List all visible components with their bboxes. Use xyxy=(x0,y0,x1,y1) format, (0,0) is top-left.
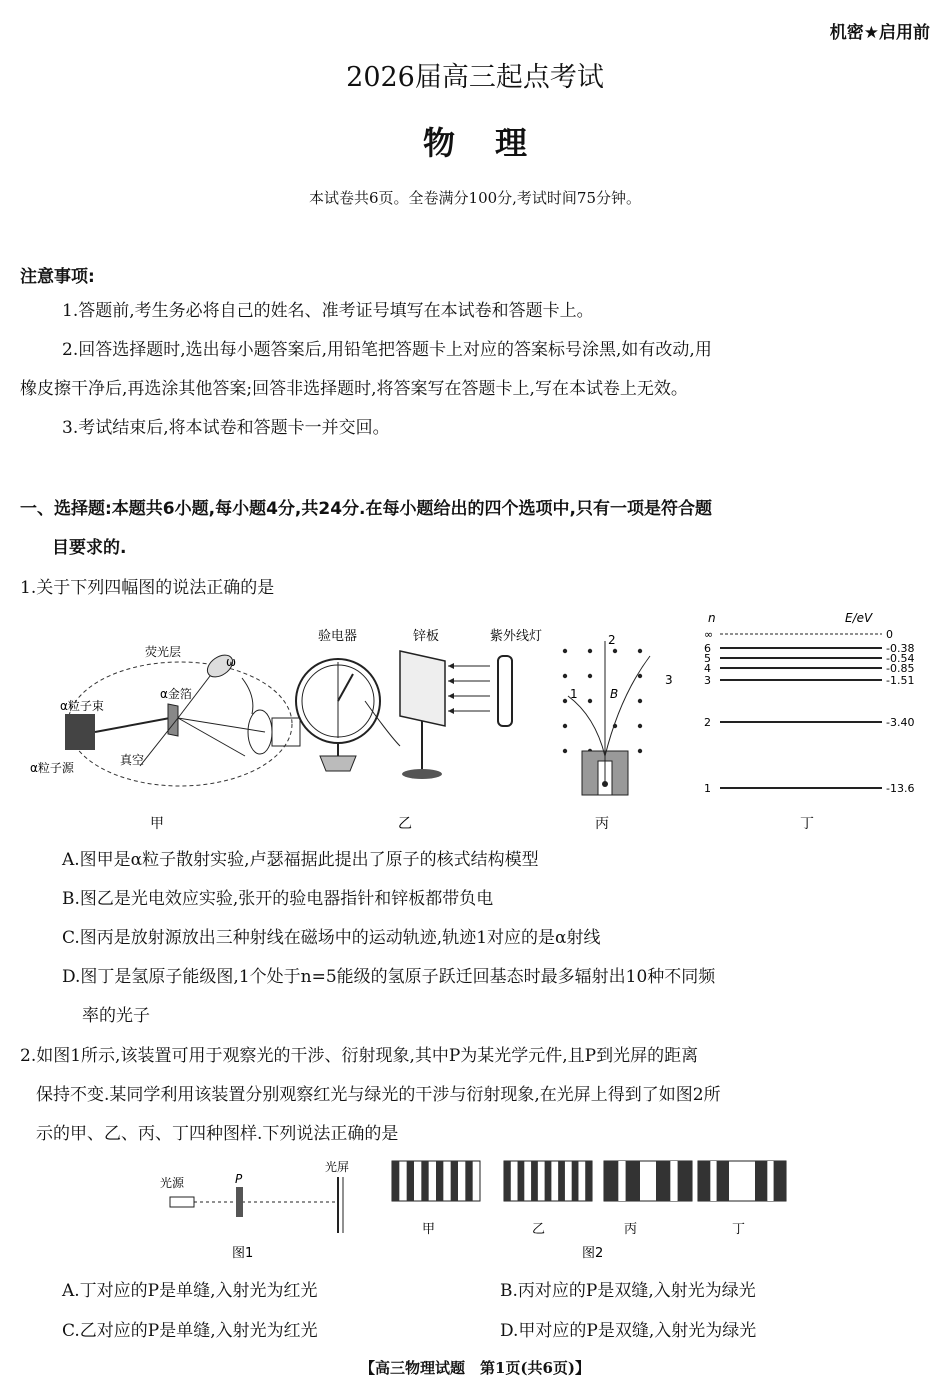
label-n: n xyxy=(708,611,716,625)
energy-level-n: 5 xyxy=(704,652,711,665)
fringe-stripe xyxy=(465,1161,472,1201)
fringe-stripe xyxy=(717,1161,729,1201)
caption-ding: 丁 xyxy=(800,816,814,832)
note-item-2-line1: 2.回答选择题时,选出每小题答案后,用铅笔把答题卡上对应的答案标号涂黑,如有改动,用 xyxy=(62,340,712,360)
fringe-stripe xyxy=(531,1161,538,1201)
fringe-stripe xyxy=(618,1161,625,1201)
energy-level-value: -13.6 xyxy=(886,782,915,795)
q2-figures xyxy=(150,1155,800,1265)
q1-figures xyxy=(20,606,930,836)
energy-level-value: -0.85 xyxy=(886,662,915,675)
track-1-label: 1 xyxy=(570,687,578,701)
fringe-stripe xyxy=(436,1161,443,1201)
note-item-2-line2: 橡皮擦干净后,再选涂其他答案;回答非选择题时,将答案写在答题卡上,写在本试卷上无效。 xyxy=(20,379,688,399)
label-B: B xyxy=(610,687,619,701)
fringe-stripe xyxy=(670,1161,677,1201)
track-2-label: 2 xyxy=(608,633,616,647)
energy-level-value: -3.40 xyxy=(886,716,915,729)
label-P: P xyxy=(235,1172,243,1186)
energy-level-n: ∞ xyxy=(704,628,714,641)
fringe-stripe xyxy=(572,1161,579,1201)
q2-figure-1 xyxy=(160,1159,349,1261)
fringe-stripe xyxy=(451,1161,458,1201)
label-screen: 光屏 xyxy=(325,1160,350,1174)
pattern-label-bing: 丙 xyxy=(624,1222,638,1237)
subject-title: 物理 xyxy=(422,124,567,162)
energy-level-value: -0.54 xyxy=(886,652,915,665)
section-1-line2: 目要求的. xyxy=(52,538,127,558)
q1-option-d-line2: 率的光子 xyxy=(82,1006,150,1026)
q2-option-d: D.甲对应的P是双缝,入射光为绿光 xyxy=(500,1321,757,1341)
energy-level-value: 0 xyxy=(886,628,893,641)
energy-level-n: 6 xyxy=(704,642,711,655)
label-gold-foil: α金箔 xyxy=(160,687,192,701)
fringe-stripe xyxy=(698,1161,710,1201)
q2-option-a: A.丁对应的P是单缝,入射光为红光 xyxy=(62,1281,318,1301)
note-item-1: 1.答题前,考生务必将自己的姓名、准考证号填写在本试卷和答题卡上。 xyxy=(62,301,594,321)
section-1-line1: 一、选择题:本题共6小题,每小题4分,共24分.在每小题给出的四个选项中,只有一项是符合题 xyxy=(20,499,712,519)
exam-title: 2026届高三起点考试 xyxy=(346,62,604,93)
label-omega: ω xyxy=(226,655,237,669)
label-alpha-source: α粒子源 xyxy=(30,761,74,775)
q2-stem-line2: 保持不变.某同学利用该装置分别观察红光与绿光的干涉与衍射现象,在光屏上得到了如图2所 xyxy=(36,1085,721,1105)
fringe-stripe xyxy=(421,1161,428,1201)
fringe-stripe xyxy=(767,1161,773,1201)
pattern-label-ding: 丁 xyxy=(732,1222,746,1237)
q1-option-b: B.图乙是光电效应实验,张开的验电器指针和锌板都带负电 xyxy=(62,889,494,909)
label-vacuum: 真空 xyxy=(120,753,145,767)
q2-option-b: B.丙对应的P是双缝,入射光为绿光 xyxy=(500,1281,756,1301)
label-electroscope: 验电器 xyxy=(318,629,358,644)
caption-jia: 甲 xyxy=(150,816,164,832)
label-energy: E/eV xyxy=(845,611,873,625)
q1-stem: 1.关于下列四幅图的说法正确的是 xyxy=(20,578,275,598)
fringe-stripe xyxy=(755,1161,767,1201)
track-3-label: 3 xyxy=(665,673,673,687)
energy-level-n: 4 xyxy=(704,662,711,675)
fringe-stripe xyxy=(518,1161,525,1201)
figure-ding xyxy=(704,611,914,832)
q1-option-a: A.图甲是α粒子散射实验,卢瑟福据此提出了原子的核式结构模型 xyxy=(62,850,539,870)
label-fluor: 荧光层 xyxy=(145,645,182,659)
energy-level-value: -1.51 xyxy=(886,674,915,687)
q2-figure-2 xyxy=(392,1161,786,1261)
figure-yi xyxy=(296,628,542,832)
fringe-stripe xyxy=(504,1161,511,1201)
caption-fig1: 图1 xyxy=(232,1246,254,1261)
label-light-source: 光源 xyxy=(160,1176,185,1190)
fringe-stripe xyxy=(678,1161,692,1201)
label-zinc: 锌板 xyxy=(413,629,440,644)
pattern-label-yi: 乙 xyxy=(532,1222,546,1237)
q2-stem-line1: 2.如图1所示,该装置可用于观察光的干涉、衍射现象,其中P为某光学元件,且P到光屏的距离 xyxy=(20,1046,699,1066)
label-alpha-beam: α粒子束 xyxy=(60,699,104,713)
exam-info: 本试卷共6页。全卷满分100分,考试时间75分钟。 xyxy=(308,189,642,207)
fringe-stripe xyxy=(585,1161,592,1201)
energy-level-n: 3 xyxy=(704,674,711,687)
fringe-stripe xyxy=(604,1161,618,1201)
fringe-stripe xyxy=(710,1161,716,1201)
caption-fig2: 图2 xyxy=(582,1246,604,1261)
confidential-mark: 机密★启用前 xyxy=(829,23,930,43)
pattern-label-jia: 甲 xyxy=(422,1222,436,1237)
caption-yi: 乙 xyxy=(398,816,412,832)
fringe-stripe xyxy=(774,1161,786,1201)
note-item-3: 3.考试结束后,将本试卷和答题卡一并交回。 xyxy=(62,418,390,438)
caption-bing: 丙 xyxy=(595,816,609,832)
q1-option-d-line1: D.图丁是氢原子能级图,1个处于n=5能级的氢原子跃迁回基态时最多辐射出10种不同频 xyxy=(62,967,716,987)
notes-title: 注意事项: xyxy=(20,267,95,287)
page-footer: 【高三物理试题 第1页(共6页)】 xyxy=(359,1359,591,1377)
fringe-stripe xyxy=(626,1161,640,1201)
label-uv-lamp: 紫外线灯 xyxy=(490,629,543,644)
q1-option-c: C.图丙是放射源放出三种射线在磁场中的运动轨迹,轨迹1对应的是α射线 xyxy=(62,928,601,948)
q2-stem-line3: 示的甲、乙、丙、丁四种图样.下列说法正确的是 xyxy=(36,1124,399,1144)
energy-level-n: 1 xyxy=(704,782,711,795)
energy-level-n: 2 xyxy=(704,716,711,729)
figure-jia xyxy=(30,644,300,832)
fringe-stripe xyxy=(407,1161,414,1201)
fringe-stripe xyxy=(545,1161,552,1201)
section-1-heading xyxy=(20,490,932,568)
fringe-stripe xyxy=(558,1161,565,1201)
energy-level-value: -0.38 xyxy=(886,642,915,655)
fringe-stripe xyxy=(656,1161,670,1201)
figure-bing xyxy=(563,633,673,832)
alpha-source-block xyxy=(65,714,95,750)
fringe-stripe xyxy=(392,1161,399,1201)
q2-option-c: C.乙对应的P是单缝,入射光为红光 xyxy=(62,1321,318,1341)
